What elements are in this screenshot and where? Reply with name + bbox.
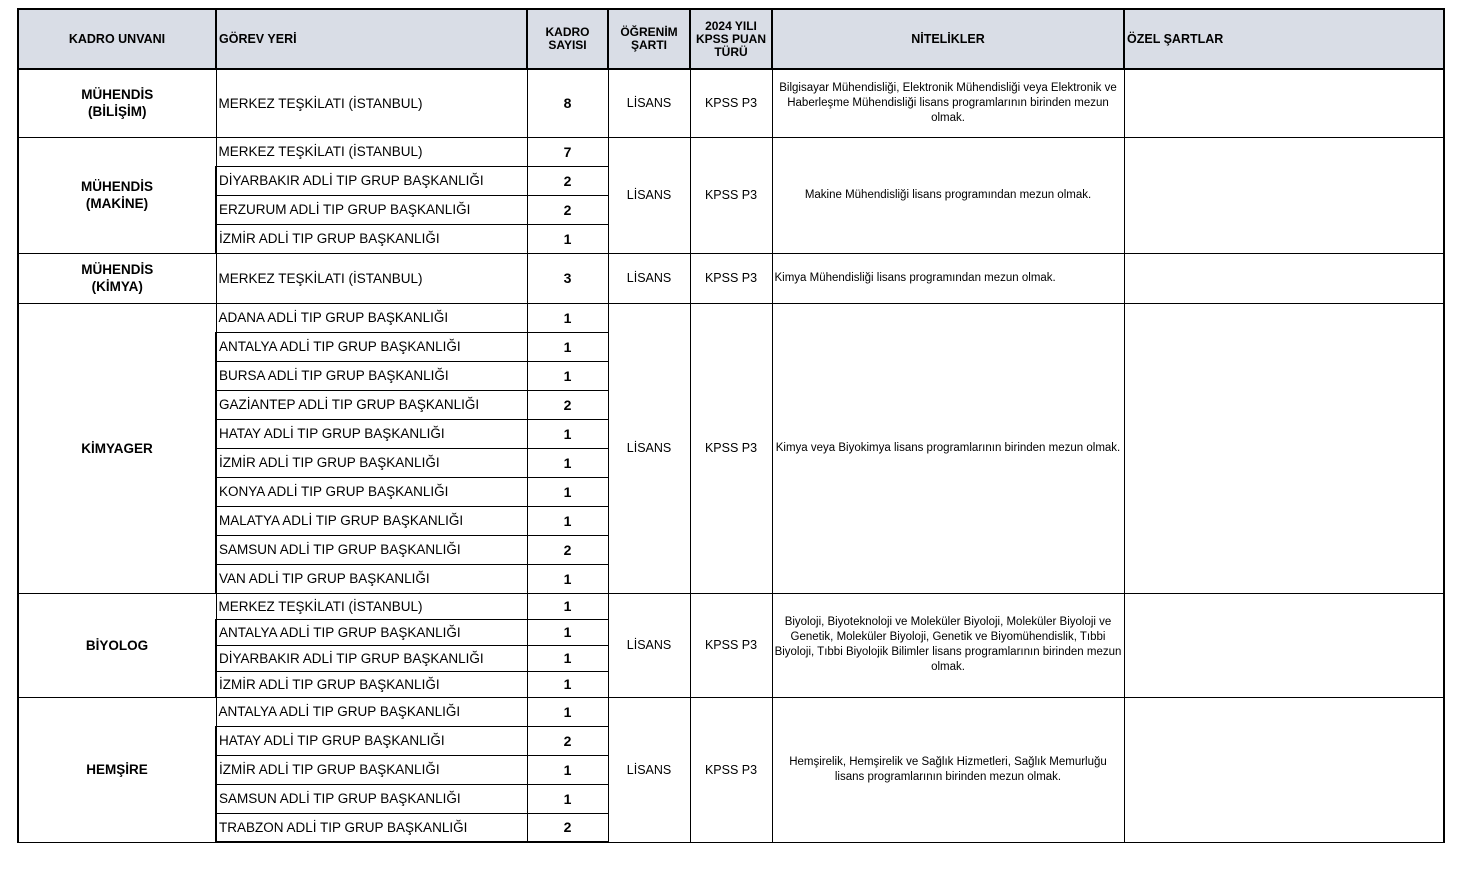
gorev-yeri: ADANA ADLİ TIP GRUP BAŞKANLIĞI [216, 303, 527, 332]
gorev-yeri: BURSA ADLİ TIP GRUP BAŞKANLIĞI [216, 361, 527, 390]
gorev-yeri: SAMSUN ADLİ TIP GRUP BAŞKANLIĞI [216, 535, 527, 564]
kadro-sayisi: 8 [527, 69, 608, 137]
kadro-title-cell [18, 253, 216, 303]
ozel-sartlar [1124, 69, 1444, 137]
nitelikler: Bilgisayar Mühendisliği, Elektronik Mühendisliği veya Elektronik ve Haberleşme Mühendisliği lisans programlarının birinden mezun olmak. [772, 69, 1124, 137]
kpss-puan-turu: KPSS P3 [690, 137, 772, 253]
kpss-puan-turu: KPSS P3 [690, 697, 772, 842]
table-row [18, 137, 1444, 166]
kpss-puan-turu: KPSS P3 [690, 253, 772, 303]
kadro-sayisi: 1 [527, 564, 608, 593]
gorev-yeri: ERZURUM ADLİ TIP GRUP BAŞKANLIĞI [216, 195, 527, 224]
kadro-sayisi: 1 [527, 224, 608, 253]
kadro-sayisi: 1 [527, 303, 608, 332]
gorev-yeri: İZMİR ADLİ TIP GRUP BAŞKANLIĞI [216, 448, 527, 477]
header-quals: NİTELİKLER [772, 9, 1124, 69]
kadro-title-cell [18, 697, 216, 842]
header-education: ÖĞRENİM ŞARTI [608, 9, 690, 69]
ogrenim-sarti: LİSANS [608, 137, 690, 253]
table-row [18, 253, 1444, 303]
gorev-yeri: MERKEZ TEŞKİLATI (İSTANBUL) [216, 69, 527, 137]
gorev-yeri: DİYARBAKIR ADLİ TIP GRUP BAŞKANLIĞI [216, 166, 527, 195]
gorev-yeri: VAN ADLİ TIP GRUP BAŞKANLIĞI [216, 564, 527, 593]
table-row [18, 697, 1444, 726]
table-row [18, 69, 1444, 137]
kadro-sayisi: 2 [527, 535, 608, 564]
table-row [18, 593, 1444, 619]
kadro-sayisi: 7 [527, 137, 608, 166]
kadro-title-cell [18, 593, 216, 697]
gorev-yeri: MERKEZ TEŞKİLATI (İSTANBUL) [216, 593, 527, 619]
kadro-sayisi: 2 [527, 813, 608, 842]
gorev-yeri: ANTALYA ADLİ TIP GRUP BAŞKANLIĞI [216, 697, 527, 726]
gorev-yeri: HATAY ADLİ TIP GRUP BAŞKANLIĞI [216, 726, 527, 755]
ogrenim-sarti: LİSANS [608, 593, 690, 697]
kpss-puan-turu: KPSS P3 [690, 69, 772, 137]
kadro-subtitle: (BİLİŞİM) [88, 104, 147, 120]
table-row [18, 303, 1444, 332]
nitelikler: Hemşirelik, Hemşirelik ve Sağlık Hizmetleri, Sağlık Memurluğu lisans programlarının birinden mezun olmak. [772, 697, 1124, 842]
kadro-sayisi: 2 [527, 390, 608, 419]
gorev-yeri: GAZİANTEP ADLİ TIP GRUP BAŞKANLIĞI [216, 390, 527, 419]
kadro-sayisi: 1 [527, 671, 608, 697]
kadro-title: HEMŞİRE [86, 762, 148, 777]
header-place: GÖREV YERİ [216, 9, 527, 69]
nitelikler: Kimya veya Biyokimya lisans programlarının birinden mezun olmak. [772, 303, 1124, 593]
gorev-yeri: TRABZON ADLİ TIP GRUP BAŞKANLIĞI [216, 813, 527, 842]
kadro-title-cell [18, 303, 216, 593]
header-row [18, 9, 1444, 69]
nitelikler: Makine Mühendisliği lisans programından mezun olmak. [772, 137, 1124, 253]
kadro-title-cell [18, 137, 216, 253]
gorev-yeri: ANTALYA ADLİ TIP GRUP BAŞKANLIĞI [216, 619, 527, 645]
kpss-puan-turu: KPSS P3 [690, 303, 772, 593]
kadro-title: MÜHENDİS [81, 262, 154, 277]
kadro-sayisi: 1 [527, 332, 608, 361]
kadro-title-cell [18, 69, 216, 137]
kadro-subtitle: (KİMYA) [91, 279, 143, 294]
kadro-subtitle: (MAKİNE) [85, 196, 149, 211]
kadro-sayisi: 1 [527, 619, 608, 645]
kadro-sayisi: 1 [527, 506, 608, 535]
gorev-yeri: ANTALYA ADLİ TIP GRUP BAŞKANLIĞI [216, 332, 527, 361]
gorev-yeri: DİYARBAKIR ADLİ TIP GRUP BAŞKANLIĞI [216, 645, 527, 671]
kadro-sayisi: 1 [527, 419, 608, 448]
ogrenim-sarti: LİSANS [608, 253, 690, 303]
nitelikler: Kimya Mühendisliği lisans programından mezun olmak. [772, 253, 1124, 303]
kadro-sayisi: 1 [527, 784, 608, 813]
kadro-sayisi: 1 [527, 593, 608, 619]
ogrenim-sarti: LİSANS [608, 69, 690, 137]
kadro-title: MÜHENDİS [81, 87, 154, 103]
ogrenim-sarti: LİSANS [608, 303, 690, 593]
kadro-sayisi: 1 [527, 477, 608, 506]
gorev-yeri: SAMSUN ADLİ TIP GRUP BAŞKANLIĞI [216, 784, 527, 813]
ozel-sartlar [1124, 303, 1444, 593]
kadro-sayisi: 2 [527, 195, 608, 224]
kadro-title: BİYOLOG [85, 637, 149, 653]
kadro-sayisi: 1 [527, 645, 608, 671]
nitelikler: Biyoloji, Biyoteknoloji ve Moleküler Biyoloji, Moleküler Biyoloji ve Genetik, Moleküler Biyoloji, Genetik ve Biyomühendislik, Tıbbi Biyoloji, Tıbbi Biyolojik Bilimler lisans programlarının birinden mezun olmak. [772, 593, 1124, 697]
gorev-yeri: MERKEZ TEŞKİLATI (İSTANBUL) [216, 253, 527, 303]
kadro-sayisi: 3 [527, 253, 608, 303]
kadro-sayisi: 2 [527, 166, 608, 195]
header-special: ÖZEL ŞARTLAR [1124, 9, 1444, 69]
gorev-yeri: İZMİR ADLİ TIP GRUP BAŞKANLIĞI [216, 224, 527, 253]
ozel-sartlar [1124, 593, 1444, 697]
gorev-yeri: MERKEZ TEŞKİLATI (İSTANBUL) [216, 137, 527, 166]
kadro-sayisi: 1 [527, 755, 608, 784]
ozel-sartlar [1124, 137, 1444, 253]
kadro-sayisi: 2 [527, 726, 608, 755]
table-body [18, 69, 1444, 842]
kadro-sayisi: 1 [527, 448, 608, 477]
ogrenim-sarti: LİSANS [608, 697, 690, 842]
kadro-title: KİMYAGER [81, 440, 153, 456]
gorev-yeri: MALATYA ADLİ TIP GRUP BAŞKANLIĞI [216, 506, 527, 535]
ozel-sartlar [1124, 253, 1444, 303]
header-count: KADRO SAYISI [527, 9, 608, 69]
kpss-puan-turu: KPSS P3 [690, 593, 772, 697]
gorev-yeri: KONYA ADLİ TIP GRUP BAŞKANLIĞI [216, 477, 527, 506]
ozel-sartlar [1124, 697, 1444, 842]
gorev-yeri: İZMİR ADLİ TIP GRUP BAŞKANLIĞI [216, 671, 527, 697]
gorev-yeri: İZMİR ADLİ TIP GRUP BAŞKANLIĞI [216, 755, 527, 784]
kadro-sayisi: 1 [527, 697, 608, 726]
kadro-sayisi: 1 [527, 361, 608, 390]
kadro-title: MÜHENDİS [80, 179, 153, 194]
kadro-table [17, 8, 1445, 843]
gorev-yeri: HATAY ADLİ TIP GRUP BAŞKANLIĞI [216, 419, 527, 448]
header-title: KADRO UNVANI [18, 9, 216, 69]
header-kpss: 2024 YILI KPSS PUAN TÜRÜ [690, 9, 772, 69]
